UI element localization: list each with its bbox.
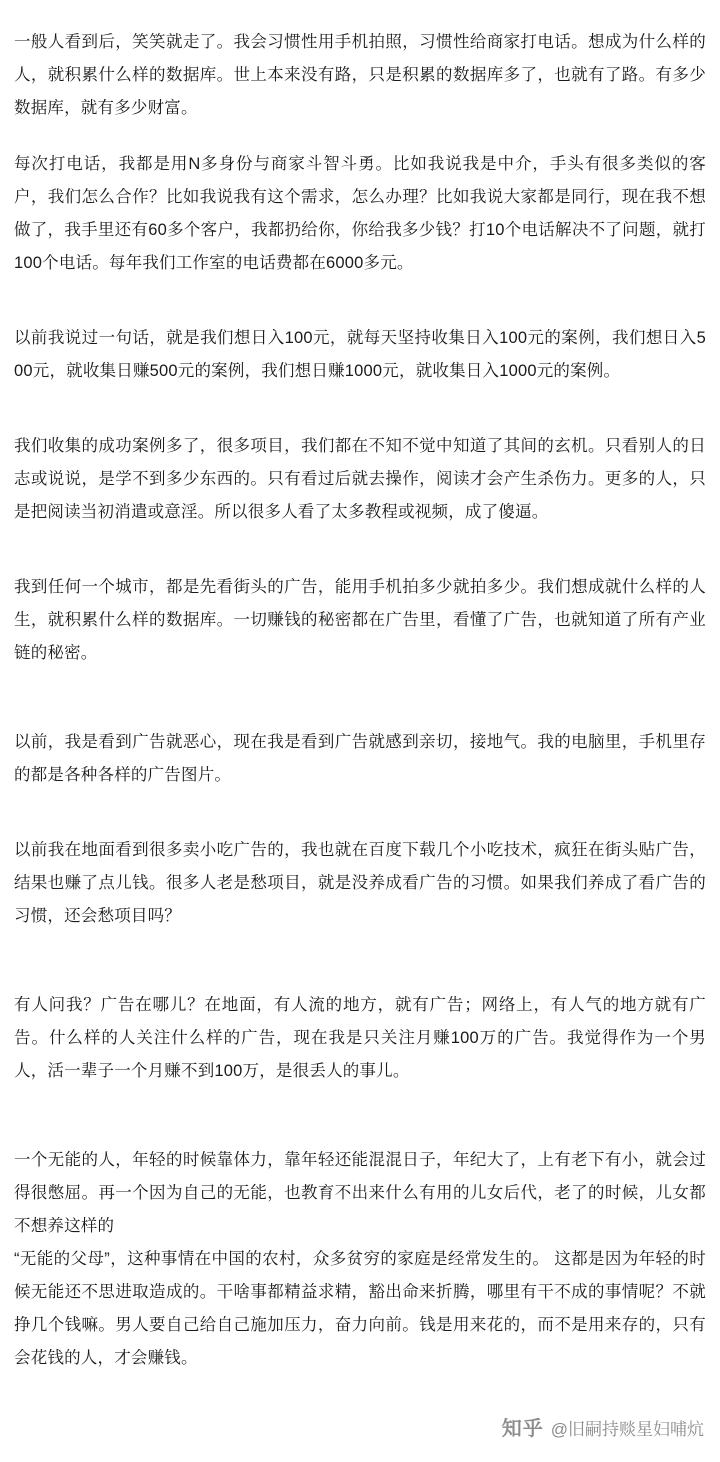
paragraph: 我们收集的成功案例多了，很多项目，我们都在不知不觉中知道了其间的玄机。只看别人的日志或说说，是学不到多少东西的。只有看过后就去操作，阅读才会产生杀伤力。更多的人，只是把阅读当初消遣或意淫。所以很多人看了太多教程或视频，成了傻逼。 (14, 437, 706, 521)
paragraph: 有人问我？广告在哪儿？在地面，有人流的地方，就有广告；网络上，有人气的地方就有广告。什么样的人关注什么样的广告，现在我是只关注月赚100万的广告。我觉得作为一个男人，活一辈子一个月赚不到100万，是很丢人的事儿。 (14, 996, 706, 1080)
paragraph: 以前，我是看到广告就恶心，现在我是看到广告就感到亲切，接地气。我的电脑里，手机里存的都是各种各样的广告图片。 (14, 733, 706, 784)
zhihu-logo: 知乎 (501, 1418, 544, 1440)
footer-username: @旧嗣持赕星妇哺炕 (550, 1419, 704, 1439)
paragraph: “无能的父母”，这种事情在中国的农村，众多贫穷的家庭是经常发生的。 这都是因为年轻的时候无能还不思进取造成的。干啥事都精益求精，豁出命来折腾，哪里有干不成的事情呢？不就挣几个钱嘛。男人要自己给自己施加压力，奋力向前。钱是用来花的，而不是用来存的，只有会花钱的人，才会赚钱。 (14, 1250, 706, 1367)
paragraph: 我到任何一个城市，都是先看街头的广告，能用手机拍多少就拍多少。我们想成就什么样的人生，就积累什么样的数据库。一切赚钱的秘密都在广告里，看懂了广告，也就知道了所有产业链的秘密。 (14, 578, 706, 662)
paragraph: 以前我在地面看到很多卖小吃广告的，我也就在百度下载几个小吃技术，疯狂在街头贴广告，结果也赚了点儿钱。很多人老是愁项目，就是没养成看广告的习惯。如果我们养成了看广告的习惯，还会愁项目吗？ (14, 841, 706, 925)
page-footer (0, 1396, 720, 1462)
paragraph: 以前我说过一句话，就是我们想日入100元，就每天坚持收集日入100元的案例，我们想日入500元，就收集日赚500元的案例，我们想日赚1000元，就收集日入1000元的案例。 (14, 329, 706, 380)
paragraph: 每次打电话，我都是用N多身份与商家斗智斗勇。比如我说我是中介，手头有很多类似的客户，我们怎么合作？比如我说我有这个需求，怎么办理？比如我说大家都是同行，现在我不想做了，我手里还有60多个客户，我都扔给你，你给我多少钱？打10个电话解决不了问题，就打100个电话。每年我们工作室的电话费都在6000多元。 (14, 155, 706, 272)
footer-attribution (502, 1419, 704, 1439)
paragraph: 一般人看到后，笑笑就走了。我会习惯性用手机拍照，习惯性给商家打电话。想成为什么样的人，就积累什么样的数据库。世上本来没有路，只是积累的数据库多了，也就有了路。有多少数据库，就有多少财富。 (14, 33, 706, 117)
paragraph: 一个无能的人，年轻的时候靠体力，靠年轻还能混混日子，年纪大了，上有老下有小，就会过得很憋屈。再一个因为自己的无能，也教育不出来什么有用的儿女后代，老了的时候，儿女都不想养这样的 (14, 1151, 706, 1235)
